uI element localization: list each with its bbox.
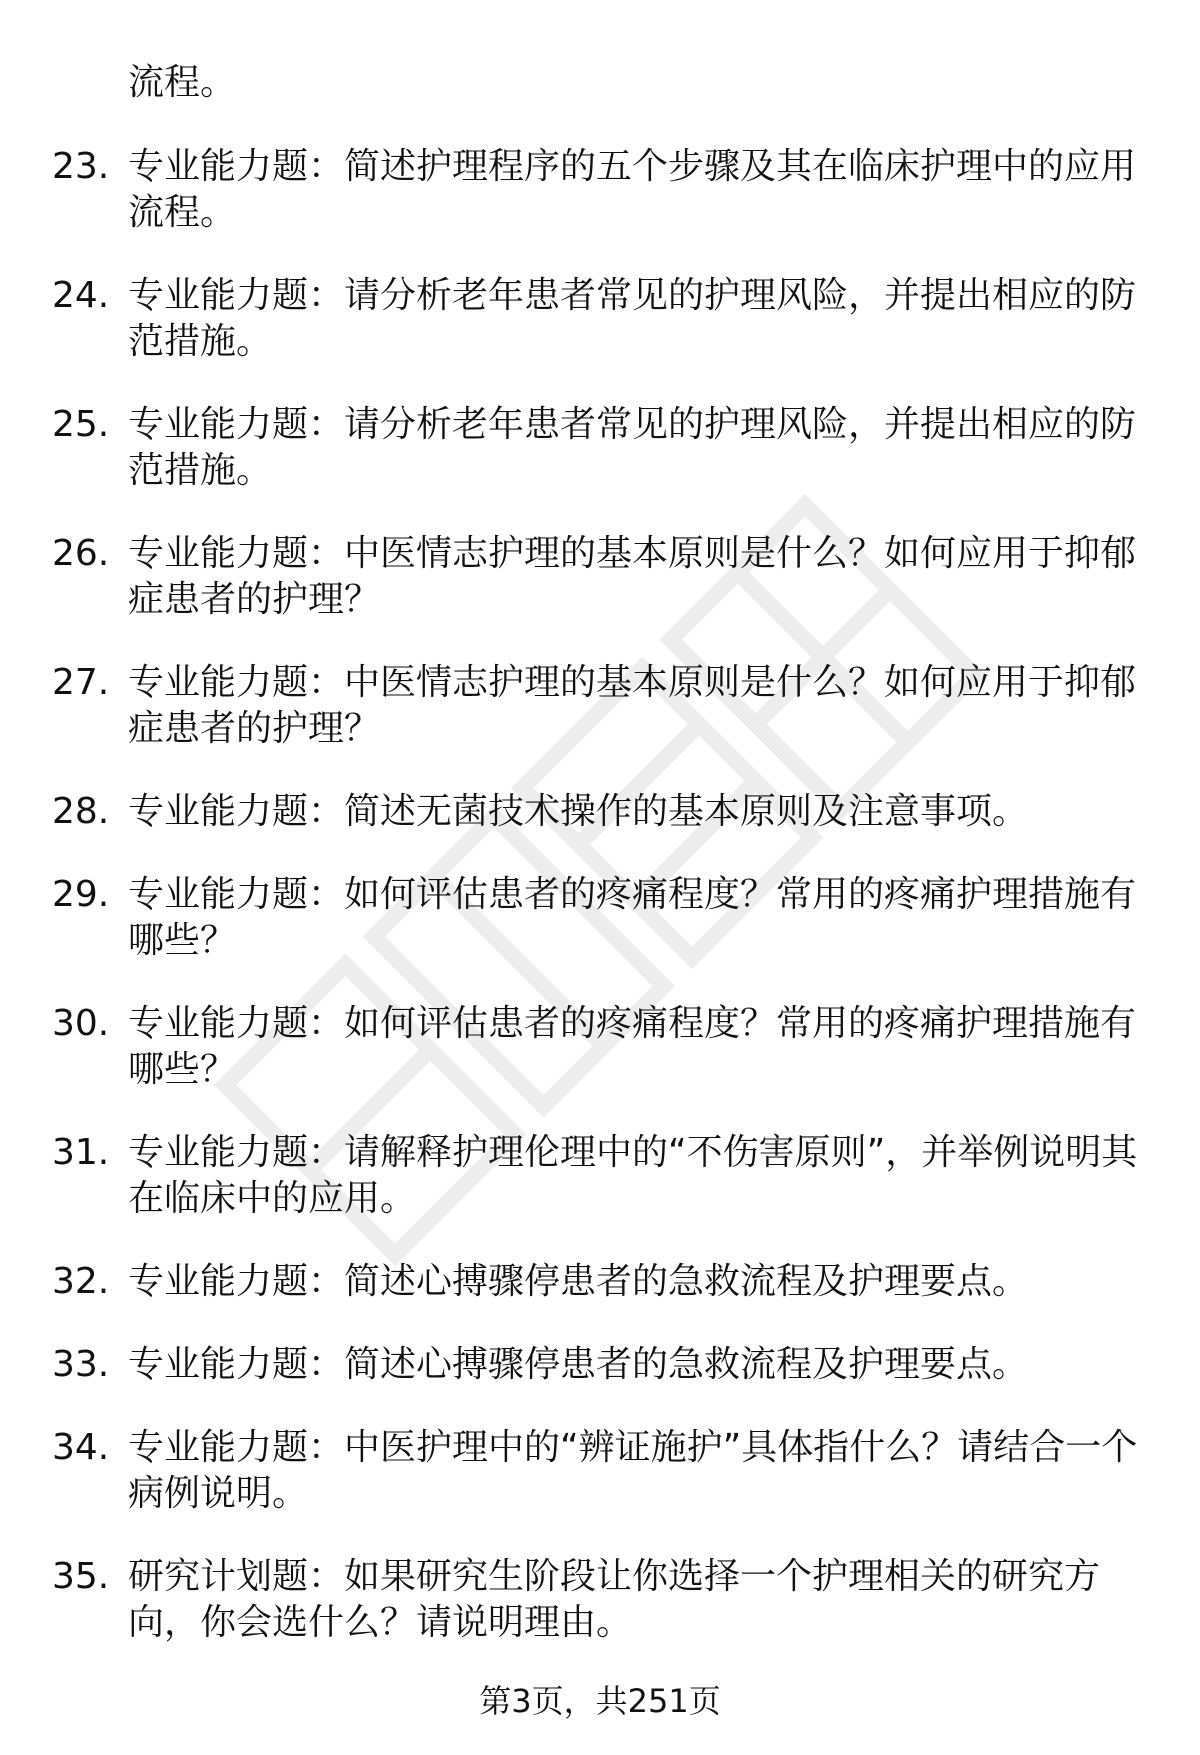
question-number: 28.: [52, 791, 110, 832]
question-item: [0, 531, 1200, 623]
question-number: 24.: [52, 275, 110, 316]
question-text: 专业能力题：中医情志护理的基本原则是什么？如何应用于抑郁症患者的护理？: [128, 533, 1137, 620]
question-item: [0, 1425, 1200, 1517]
question-text: 专业能力题：请解释护理伦理中的“不伤害原则”，并举例说明其在临床中的应用。: [128, 1132, 1138, 1219]
question-text: 专业能力题：简述心搏骤停患者的急救流程及护理要点。: [128, 1344, 1029, 1385]
question-text: 专业能力题：请分析老年患者常见的护理风险，并提出相应的防范措施。: [128, 275, 1137, 362]
question-number: 25.: [52, 404, 110, 445]
question-text: 专业能力题：简述无菌技术操作的基本原则及注意事项。: [128, 791, 1029, 832]
question-number: 31.: [52, 1132, 110, 1173]
question-text: 专业能力题：中医护理中的“辨证施护”具体指什么？请结合一个病例说明。: [128, 1427, 1138, 1514]
continuation-line: 流程。: [128, 62, 237, 103]
question-number: 27.: [52, 662, 110, 703]
question-item: [0, 789, 1200, 835]
question-number: 26.: [52, 533, 110, 574]
question-item: [0, 660, 1200, 752]
question-item: [0, 273, 1200, 365]
question-item: [0, 1259, 1200, 1305]
question-text: 专业能力题：简述护理程序的五个步骤及其在临床护理中的应用流程。: [128, 146, 1137, 233]
question-list: [0, 144, 1200, 1683]
question-number: 35.: [52, 1556, 110, 1597]
page-footer: 第3页，共251页: [479, 1682, 721, 1720]
question-text: 专业能力题：如何评估患者的疼痛程度？常用的疼痛护理措施有哪些？: [128, 874, 1137, 961]
question-number: 34.: [52, 1427, 110, 1468]
question-item: [0, 1342, 1200, 1388]
question-text: 专业能力题：如何评估患者的疼痛程度？常用的疼痛护理措施有哪些？: [128, 1003, 1137, 1090]
question-text: 专业能力题：请分析老年患者常见的护理风险，并提出相应的防范措施。: [128, 404, 1137, 491]
question-text: 专业能力题：简述心搏骤停患者的急救流程及护理要点。: [128, 1261, 1029, 1302]
question-number: 33.: [52, 1344, 110, 1385]
question-item: [0, 1001, 1200, 1093]
question-item: [0, 144, 1200, 236]
question-item: [0, 402, 1200, 494]
question-text: 专业能力题：中医情志护理的基本原则是什么？如何应用于抑郁症患者的护理？: [128, 662, 1137, 749]
question-number: 29.: [52, 874, 110, 915]
question-item: [0, 1554, 1200, 1646]
question-item: [0, 872, 1200, 964]
question-text: 研究计划题：如果研究生阶段让你选择一个护理相关的研究方向，你会选什么？请说明理由。: [128, 1556, 1101, 1643]
question-item: [0, 1130, 1200, 1222]
question-number: 32.: [52, 1261, 110, 1302]
question-number: 23.: [52, 146, 110, 187]
question-number: 30.: [52, 1003, 110, 1044]
